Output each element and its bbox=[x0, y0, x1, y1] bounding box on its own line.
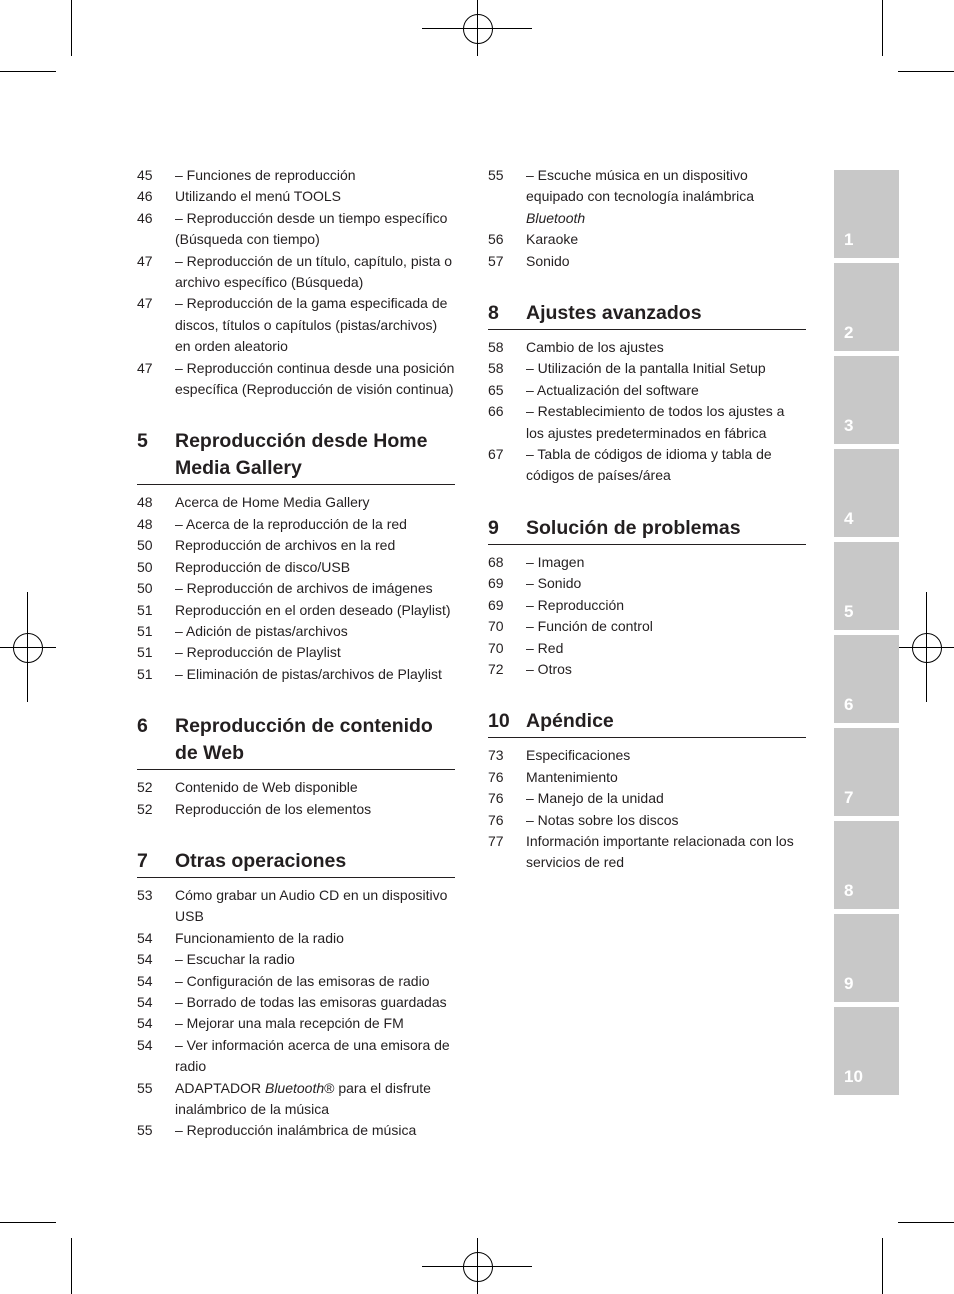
section-6-heading bbox=[137, 713, 455, 770]
section-10-heading bbox=[488, 708, 806, 738]
toc-entry[interactable] bbox=[488, 595, 806, 616]
toc-entry[interactable] bbox=[137, 664, 455, 685]
chapter-tab-4[interactable] bbox=[834, 449, 899, 537]
entry-title: Mantenimiento bbox=[526, 768, 618, 785]
entry-title: – Reproducción inalámbrica de música bbox=[175, 1122, 417, 1139]
page-number: 54 bbox=[137, 972, 153, 989]
page-number: 58 bbox=[488, 339, 504, 356]
page-number: 65 bbox=[488, 381, 504, 398]
toc-entry[interactable] bbox=[137, 535, 455, 556]
entry-title: – Función de control bbox=[526, 618, 653, 635]
entry-title: – Eliminación de pistas/archivos de Playlist bbox=[175, 665, 442, 682]
chapter-tab-label: 2 bbox=[844, 323, 854, 342]
toc-entry[interactable] bbox=[488, 745, 806, 766]
chapter-tab-label: 8 bbox=[844, 881, 854, 900]
toc-entry[interactable] bbox=[137, 492, 455, 513]
toc-entry[interactable] bbox=[137, 293, 455, 357]
toc-entry[interactable] bbox=[488, 380, 806, 401]
page-number: 54 bbox=[137, 929, 153, 946]
toc-list-section-7-end bbox=[137, 1120, 455, 1141]
section-number: 10 bbox=[488, 710, 510, 733]
section-title: Reproducción desde Home Media Gallery bbox=[175, 430, 428, 480]
entry-title: Sonido bbox=[526, 252, 570, 269]
chapter-tab-label: 1 bbox=[844, 230, 854, 249]
page-number: 51 bbox=[137, 622, 153, 639]
section-title: Reproducción de contenido de Web bbox=[175, 715, 433, 765]
toc-entry[interactable] bbox=[137, 514, 455, 535]
section-5-heading bbox=[137, 428, 455, 485]
page-number: 76 bbox=[488, 768, 504, 785]
section-title: Apéndice bbox=[526, 710, 614, 733]
toc-entry[interactable] bbox=[488, 552, 806, 573]
toc-entry[interactable] bbox=[488, 229, 806, 250]
section-number: 7 bbox=[137, 849, 148, 872]
page-number: 67 bbox=[488, 446, 504, 463]
toc-list-section-5 bbox=[137, 492, 455, 685]
entry-title: – Escuchar la radio bbox=[175, 951, 295, 968]
chapter-tab-10[interactable] bbox=[834, 1007, 899, 1095]
entry-title: Utilizando el menú TOOLS bbox=[175, 188, 342, 205]
entry-title: Información importante relacionada con los servicios de red bbox=[526, 832, 794, 871]
page-number: 47 bbox=[137, 252, 153, 269]
toc-list-section-10 bbox=[488, 745, 806, 873]
toc-entry[interactable] bbox=[137, 885, 455, 928]
toc-entry[interactable] bbox=[488, 573, 806, 594]
section-number: 5 bbox=[137, 430, 148, 453]
toc-entry[interactable] bbox=[488, 358, 806, 379]
page-number: 73 bbox=[488, 747, 504, 764]
page-number: 76 bbox=[488, 811, 504, 828]
page-number: 47 bbox=[137, 359, 153, 376]
chapter-tab-label: 4 bbox=[844, 509, 854, 528]
page-number: 54 bbox=[137, 1036, 153, 1053]
toc-entry[interactable] bbox=[137, 186, 455, 207]
toc-entry[interactable] bbox=[137, 777, 455, 798]
page-number: 52 bbox=[137, 800, 153, 817]
chapter-tab-7[interactable] bbox=[834, 728, 899, 816]
toc-left-column bbox=[137, 165, 455, 1142]
entry-title: – Reproducción continua desde una posición específica (Reproducción de visión continua) bbox=[175, 359, 455, 398]
page-number: 48 bbox=[137, 515, 153, 532]
entry-title: Acerca de Home Media Gallery bbox=[175, 494, 370, 511]
page-number: 46 bbox=[137, 188, 153, 205]
toc-list-section-8 bbox=[488, 337, 806, 487]
entry-title: – Mejorar una mala recepción de FM bbox=[175, 1015, 404, 1032]
entry-title: – Borrado de todas las emisoras guardadas bbox=[175, 993, 447, 1010]
entry-title: – Manejo de la unidad bbox=[526, 790, 664, 807]
entry-title: – Reproducción de la gama especificada de discos, títulos o capítulos (pistas/archivos) en orden aleatorio bbox=[175, 295, 448, 355]
chapter-tab-label: 7 bbox=[844, 788, 854, 807]
page-number: 66 bbox=[488, 403, 504, 420]
page-number: 53 bbox=[137, 886, 153, 903]
entry-title: – Tabla de códigos de idioma y tabla de códigos de países/área bbox=[526, 446, 772, 484]
section-number: 9 bbox=[488, 516, 499, 539]
toc-entry[interactable] bbox=[488, 788, 806, 809]
entry-title: – Acerca de la reproducción de la red bbox=[175, 515, 407, 532]
chapter-tab-label: 6 bbox=[844, 695, 854, 714]
chapter-tab-3[interactable] bbox=[834, 356, 899, 444]
toc-entry[interactable] bbox=[137, 1120, 455, 1141]
entry-title: Funcionamiento de la radio bbox=[175, 929, 344, 946]
entry-title: – Escuche música en un dispositivo equipado con tecnología inalámbrica Bluetooth bbox=[526, 167, 755, 226]
entry-title: – Reproducción desde un tiempo específico (Búsqueda con tiempo) bbox=[175, 209, 448, 248]
toc-entry[interactable] bbox=[488, 616, 806, 637]
toc-list-section-7 bbox=[137, 885, 455, 1078]
page-number: 69 bbox=[488, 575, 504, 592]
page-number: 45 bbox=[137, 167, 153, 183]
page-number: 51 bbox=[137, 601, 153, 618]
toc-entry[interactable] bbox=[137, 949, 455, 970]
toc-entry[interactable] bbox=[488, 810, 806, 831]
entry-title: ADAPTADOR Bluetooth® para el disfrute inalámbrico de la música bbox=[175, 1079, 431, 1117]
page-number: 46 bbox=[137, 209, 153, 226]
page-number: 48 bbox=[137, 494, 153, 511]
toc-right-column bbox=[488, 165, 806, 874]
toc-entry[interactable] bbox=[488, 659, 806, 680]
page-number: 68 bbox=[488, 553, 504, 570]
chapter-tab-label: 10 bbox=[844, 1067, 863, 1086]
entry-title: – Adición de pistas/archivos bbox=[175, 622, 348, 639]
toc-entry[interactable] bbox=[488, 251, 806, 272]
toc-entry[interactable] bbox=[137, 799, 455, 820]
toc-entry[interactable] bbox=[137, 642, 455, 663]
toc-entry[interactable] bbox=[137, 600, 455, 621]
entry-title: – Reproducción de un título, capítulo, pista o archivo específico (Búsqueda) bbox=[175, 252, 453, 291]
page-number: 55 bbox=[137, 1122, 153, 1139]
entry-title: – Reproducción bbox=[526, 596, 625, 613]
entry-title: – Notas sobre los discos bbox=[526, 811, 679, 828]
entry-title: – Restablecimiento de todos los ajustes a los ajustes predeterminados en fábrica bbox=[526, 403, 785, 441]
page-number: 50 bbox=[137, 580, 153, 597]
entry-title: Karaoke bbox=[526, 231, 579, 248]
toc-entry[interactable] bbox=[488, 401, 806, 444]
toc-entry[interactable] bbox=[488, 638, 806, 659]
toc-list-continued bbox=[137, 165, 455, 400]
entry-title: – Funciones de reproducción bbox=[175, 167, 356, 183]
toc-entry[interactable] bbox=[137, 165, 455, 186]
toc-entry[interactable] bbox=[488, 444, 806, 487]
entry-title: Reproducción de disco/USB bbox=[175, 558, 351, 575]
entry-title: – Sonido bbox=[526, 575, 582, 592]
page-number: 72 bbox=[488, 660, 504, 677]
entry-title: Reproducción en el orden deseado (Playlist) bbox=[175, 601, 451, 618]
page-number: 76 bbox=[488, 790, 504, 807]
entry-title: Cambio de los ajustes bbox=[526, 339, 664, 356]
entry-title: – Otros bbox=[526, 660, 572, 677]
toc-entry[interactable] bbox=[137, 992, 455, 1013]
toc-entry[interactable] bbox=[488, 831, 806, 874]
entry-title: – Ver información acerca de una emisora de radio bbox=[175, 1036, 450, 1075]
section-title: Otras operaciones bbox=[175, 849, 347, 872]
toc-entry[interactable] bbox=[137, 578, 455, 599]
chapter-tab-1[interactable] bbox=[834, 170, 899, 258]
toc-entry[interactable] bbox=[137, 621, 455, 642]
toc-list-section-9 bbox=[488, 552, 806, 680]
section-8-heading bbox=[488, 300, 806, 330]
chapter-tab-2[interactable] bbox=[834, 263, 899, 351]
entry-title: Reproducción de los elementos bbox=[175, 800, 372, 817]
page-number: 69 bbox=[488, 596, 504, 613]
chapter-tab-label: 9 bbox=[844, 974, 854, 993]
page-number: 70 bbox=[488, 618, 504, 635]
page-number: 55 bbox=[137, 1079, 153, 1096]
section-7-heading bbox=[137, 848, 455, 878]
section-title: Ajustes avanzados bbox=[526, 302, 702, 325]
page-number: 52 bbox=[137, 779, 153, 796]
section-number: 8 bbox=[488, 302, 499, 325]
page-number: 50 bbox=[137, 558, 153, 575]
toc-entry[interactable] bbox=[137, 928, 455, 949]
toc-list-section-6 bbox=[137, 777, 455, 820]
entry-title: – Imagen bbox=[526, 553, 585, 570]
toc-entry[interactable] bbox=[488, 337, 806, 358]
section-9-heading bbox=[488, 515, 806, 545]
page-number: 57 bbox=[488, 252, 504, 269]
page-number: 58 bbox=[488, 360, 504, 377]
chapter-tab-label: 3 bbox=[844, 416, 854, 435]
entry-title: – Reproducción de archivos de imágenes bbox=[175, 580, 433, 597]
toc-entry[interactable] bbox=[137, 1078, 455, 1121]
page-number: 51 bbox=[137, 644, 153, 661]
entry-title: – Red bbox=[526, 639, 564, 656]
page-number: 54 bbox=[137, 951, 153, 968]
page-number: 54 bbox=[137, 993, 153, 1010]
toc-entry[interactable] bbox=[137, 358, 455, 401]
entry-title: – Reproducción de Playlist bbox=[175, 644, 341, 661]
entry-title: – Actualización del software bbox=[526, 381, 699, 398]
section-title: Solución de problemas bbox=[526, 516, 741, 539]
entry-title: Cómo grabar un Audio CD en un dispositivo USB bbox=[175, 886, 448, 925]
entry-title: Especificaciones bbox=[526, 747, 631, 764]
page-number: 54 bbox=[137, 1015, 153, 1032]
chapter-tab-6[interactable] bbox=[834, 635, 899, 723]
entry-title: Reproducción de archivos en la red bbox=[175, 537, 396, 554]
page-number: 51 bbox=[137, 665, 153, 682]
page-number: 70 bbox=[488, 639, 504, 656]
toc-entry[interactable] bbox=[488, 767, 806, 788]
page-number: 47 bbox=[137, 295, 153, 312]
chapter-tab-5[interactable] bbox=[834, 542, 899, 630]
toc-list-continued bbox=[488, 229, 806, 272]
toc-entry[interactable] bbox=[137, 208, 455, 251]
page-number: 50 bbox=[137, 537, 153, 554]
chapter-tab-9[interactable] bbox=[834, 914, 899, 1002]
entry-title: Contenido de Web disponible bbox=[175, 779, 358, 796]
toc-entry[interactable] bbox=[488, 165, 806, 229]
chapter-tab-label: 5 bbox=[844, 602, 854, 621]
toc-entry[interactable] bbox=[137, 251, 455, 294]
section-number: 6 bbox=[137, 715, 148, 738]
entry-title: – Configuración de las emisoras de radio bbox=[175, 972, 430, 989]
toc-entry[interactable] bbox=[137, 557, 455, 578]
entry-title: – Utilización de la pantalla Initial Setup bbox=[526, 360, 766, 377]
toc-entry[interactable] bbox=[137, 971, 455, 992]
page-number: 56 bbox=[488, 231, 504, 248]
chapter-tabs bbox=[834, 170, 899, 1100]
toc-entry[interactable] bbox=[137, 1035, 455, 1078]
chapter-tab-8[interactable] bbox=[834, 821, 899, 909]
page-number: 77 bbox=[488, 832, 504, 849]
page-number: 55 bbox=[488, 167, 504, 183]
toc-entry[interactable] bbox=[137, 1013, 455, 1034]
